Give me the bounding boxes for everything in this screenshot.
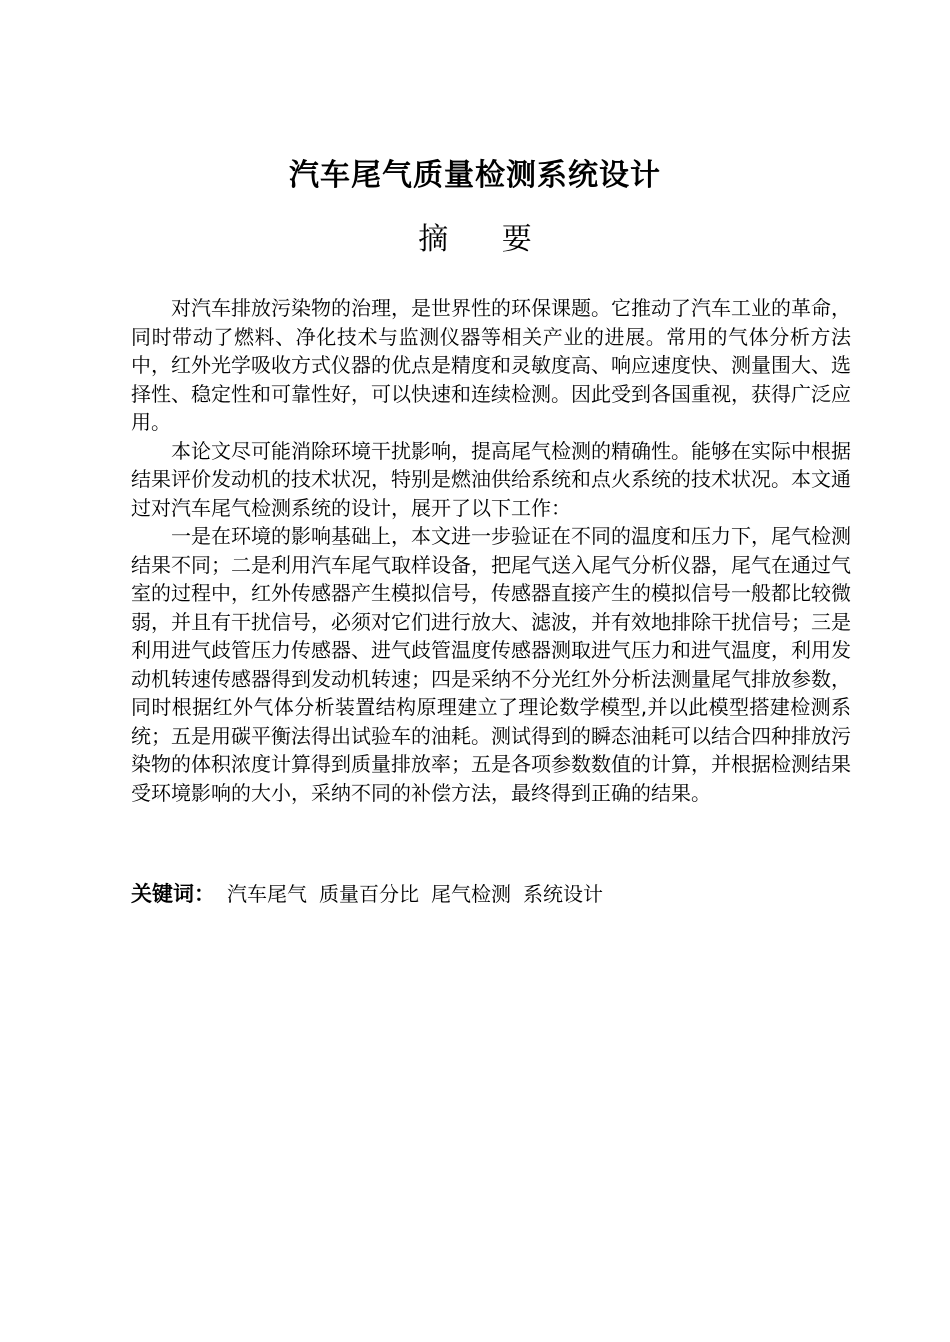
abstract-body xyxy=(131,294,851,807)
abstract-heading: 摘 要 xyxy=(418,222,554,257)
keyword-item: 汽车尾气 xyxy=(227,882,307,906)
abstract-paragraph-1: 对汽车排放污染物的治理，是世界性的环保课题。它推动了汽车工业的革命，同时带动了燃料、净化技术与监测仪器等相关产业的进展。常用的气体分析方法中，红外光学吸收方式仪器的优点是精度和灵敏度高、响应速度快、测量围大、选择性、稳定性和可靠性好，可以快速和连续检测。因此受到各国重视，获得广泛应用。 xyxy=(131,296,851,434)
abstract-paragraph-3: 一是在环境的影响基础上，本文进一步验证在不同的温度和压力下，尾气检测结果不同；二是利用汽车尾气取样设备，把尾气送入尾气分析仪器，尾气在通过气室的过程中，红外传感器产生模拟信号，传感器直接产生的模拟信号一般都比较微弱，并且有干扰信号，必须对它们进行放大、滤波，并有效地排除干扰信号；三是利用进气歧管压力传感器、进气歧管温度传感器测取进气压力和进气温度，利用发动机转速传感器得到发动机转速；四是采纳不分光红外分析法测量尾气排放参数，同时根据红外气体分析装置结构原理建立了理论数学模型,并以此模型搭建检测系统；五是用碳平衡法得出试验车的油耗。测试得到的瞬态油耗可以结合四种排放污染物的体积浓度计算得到质量排放率；五是各项参数数值的计算，并根据检测结果受环境影响的大小，采纳不同的补偿方法，最终得到正确的结果。 xyxy=(131,524,851,805)
document-title: 汽车尾气质量检测系统设计 xyxy=(289,158,661,193)
keyword-item: 尾气检测 xyxy=(431,882,511,906)
keywords-label: 关键词： xyxy=(131,882,215,906)
abstract-paragraph-2: 本论文尽可能消除环境干扰影响，提高尾气检测的精确性。能够在实际中根据结果评价发动机的技术状况，特别是燃油供给系统和点火系统的技术状况。本文通过对汽车尾气检测系统的设计，展开了以下工作： xyxy=(131,438,851,520)
keywords-line xyxy=(131,878,851,910)
keyword-item: 系统设计 xyxy=(523,882,603,906)
keyword-item: 质量百分比 xyxy=(319,882,419,906)
